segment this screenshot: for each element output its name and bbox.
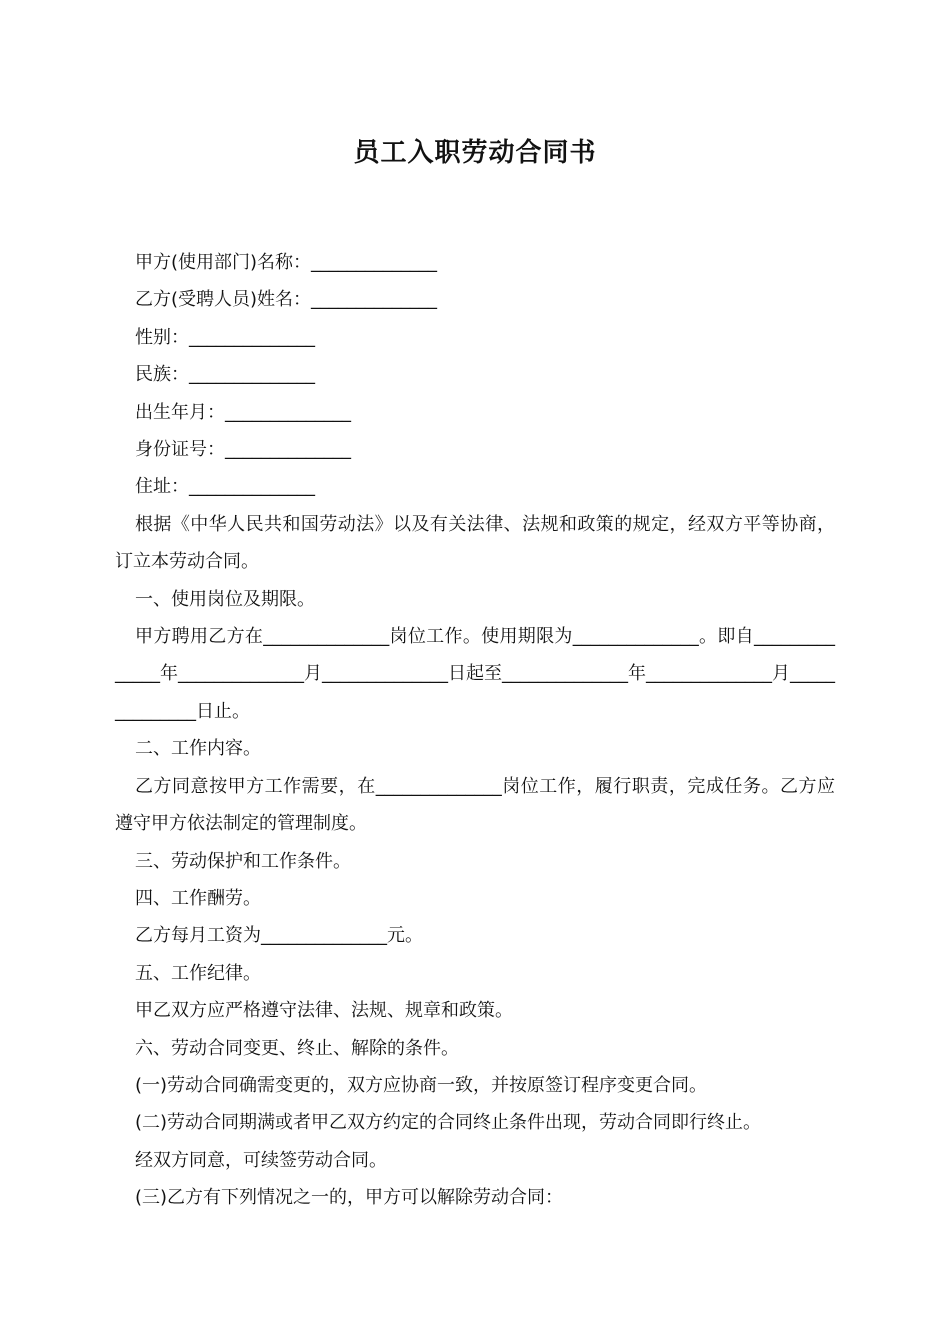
section-heading: 六、劳动合同变更、终止、解除的条件。 [135,1037,459,1059]
list-item: (二)劳动合同期满或者甲乙双方约定的合同终止条件出现，劳动合同即行终止。 [135,1112,762,1134]
section-paragraph: 甲乙双方应严格遵守法律、法规、规章和政策。 [135,1000,513,1022]
document-title: 员工入职劳动合同书 [353,138,597,168]
section-heading: 三、劳动保护和工作条件。 [135,850,351,872]
field-gender: 性别：______________ [135,326,315,348]
field-birth-date: 出生年月：______________ [135,401,351,423]
section-paragraph: 乙方每月工资为______________元。 [135,925,423,947]
section-paragraph: 甲方聘用乙方在______________岗位工作。使用期限为______________。即自______________年______________月______________日起至______________年______________月______________日止。 [115,626,835,722]
section-heading: 五、工作纪律。 [135,962,261,984]
intro-paragraph: 根据《中华人民共和国劳动法》以及有关法律、法规和政策的规定，经双方平等协商，订立本劳动合同。 [115,513,835,573]
field-party-a-name: 甲方(使用部门)名称：______________ [135,252,438,273]
section-heading: 二、工作内容。 [135,738,261,760]
list-item: (三)乙方有下列情况之一的，甲方可以解除劳动合同： [135,1187,564,1209]
contract-body [115,244,835,1217]
section-heading: 一、使用岗位及期限。 [135,588,315,610]
section-paragraph: 乙方同意按甲方工作需要，在______________岗位工作，履行职责，完成任务。乙方应遵守甲方依法制定的管理制度。 [115,775,835,835]
field-id-number: 身份证号：______________ [135,439,351,461]
field-party-b-name: 乙方(受聘人员)姓名：______________ [135,289,438,311]
field-ethnicity: 民族：______________ [135,364,315,386]
list-item: 经双方同意，可续签劳动合同。 [135,1149,387,1171]
list-item: (一)劳动合同确需变更的，双方应协商一致，并按原签订程序变更合同。 [135,1074,708,1096]
field-address: 住址：______________ [135,476,315,498]
section-heading: 四、工作酬劳。 [135,887,261,909]
